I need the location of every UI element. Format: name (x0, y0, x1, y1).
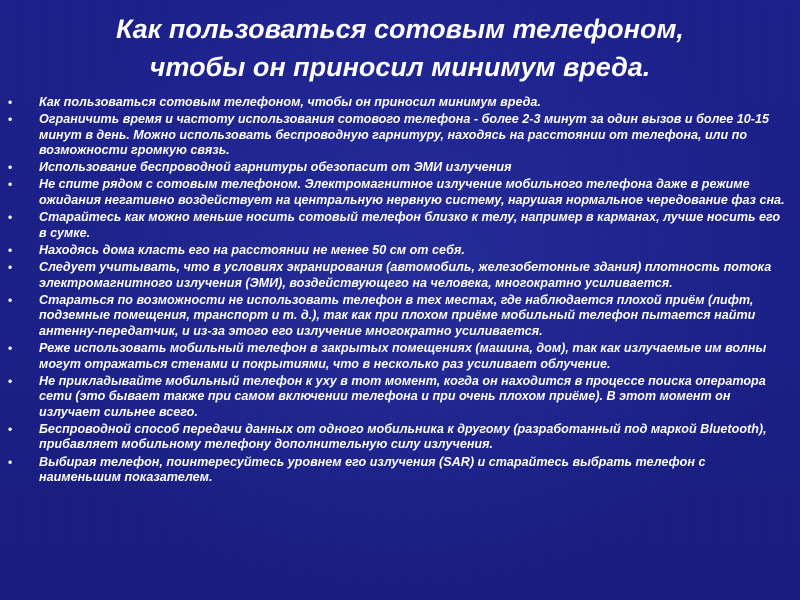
bullet-item (0, 260, 800, 291)
bullet-item (0, 160, 800, 176)
bullet-text: Находясь дома класть его на расстоянии не менее 50 см от себя. (39, 242, 465, 257)
bullet-text: Следует учитывать, что в условиях экранирования (автомобиль, железобетонные здания) плотность потока электромагнитного излучения (ЭМИ), воздействующего на человека, многократно усиливается. (39, 259, 772, 290)
bullet-text: Стараться по возможности не использовать телефон в тех местах, где наблюдается плохой приём (лифт, подземные помещения, транспорт и т. д.), так как при плохом приёме мобильный телефон пытается найти антенну-передатчик, и из-за этого его излучение многократно усиливается. (39, 292, 756, 338)
bullet-text: Как пользоваться сотовым телефоном, чтобы он приносил минимум вреда. (39, 95, 541, 109)
bullet-text: Не спите рядом с сотовым телефоном. Электромагнитное излучение мобильного телефона даже в режиме ожидания негативно воздействует на центральную нервную систему, нарушая нормальное чередование фаз сна. (39, 177, 785, 208)
bullet-item (0, 210, 800, 241)
bullet-text: Использование беспроводной гарнитуры обезопасит от ЭМИ излучения (39, 160, 512, 175)
slide-title (40, 10, 760, 86)
bullet-dot-icon: • (8, 292, 13, 307)
bullet-item (0, 243, 800, 259)
bullet-dot-icon: • (8, 421, 13, 436)
bullet-item (0, 177, 800, 208)
bullet-item (0, 112, 800, 159)
bullet-dot-icon: • (8, 160, 13, 175)
bullet-text: Реже использовать мобильный телефон в закрытых помещениях (машина, дом), так как излучаемые им волны могут отражаться стенами и покрытиями, что в несколько раз усиливает облучение. (39, 340, 767, 371)
bullet-item (0, 455, 800, 486)
bullet-text: Выбирая телефон, поинтересуйтесь уровнем его излучения (SAR) и старайтесь выбрать телефон с наименьшим показателем. (39, 454, 706, 485)
bullet-dot-icon: • (8, 373, 13, 388)
bullet-item (0, 374, 800, 421)
bullet-dot-icon: • (8, 112, 13, 127)
bullet-text: Беспроводной способ передачи данных от одного мобильника к другому (разработанный под маркой Bluetooth), прибавляет мобильному телефону дополнительную силу излучения. (39, 421, 767, 452)
bullet-dot-icon: • (8, 210, 13, 225)
bullet-item (0, 422, 800, 453)
bullet-item (0, 95, 800, 111)
bullet-dot-icon: • (8, 259, 13, 274)
bullet-list (0, 95, 800, 487)
bullet-item (0, 293, 800, 340)
slide-title-line-2: чтобы он приносил минимум вреда. (149, 52, 651, 82)
bullet-dot-icon: • (8, 340, 13, 355)
bullet-dot-icon: • (8, 95, 13, 109)
bullet-text: Ограничить время и частоту использования сотового телефона - более 2-3 минут за один вызов и более 10-15 минут в день. Можно использовать беспроводную гарнитуру, находясь на расстоянии от телефона, или по возможности громкую связь. (39, 112, 769, 158)
bullet-text: Старайтесь как можно меньше носить сотовый телефон близко к телу, например в карманах, лучше носить его в сумке. (39, 210, 781, 240)
bullet-dot-icon: • (8, 177, 13, 192)
bullet-text: Не прикладывайте мобильный телефон к уху в тот момент, когда он находится в процессе поиска оператора сети (это бывает также при самом включении телефона и при очень плохом приёме). В этот момент он излучает сильнее всего. (39, 373, 766, 419)
bullet-dot-icon: • (8, 242, 13, 257)
bullet-dot-icon: • (8, 454, 13, 469)
slide-title-line-1: Как пользоваться сотовым телефоном, (116, 14, 684, 44)
bullet-item (0, 341, 800, 372)
